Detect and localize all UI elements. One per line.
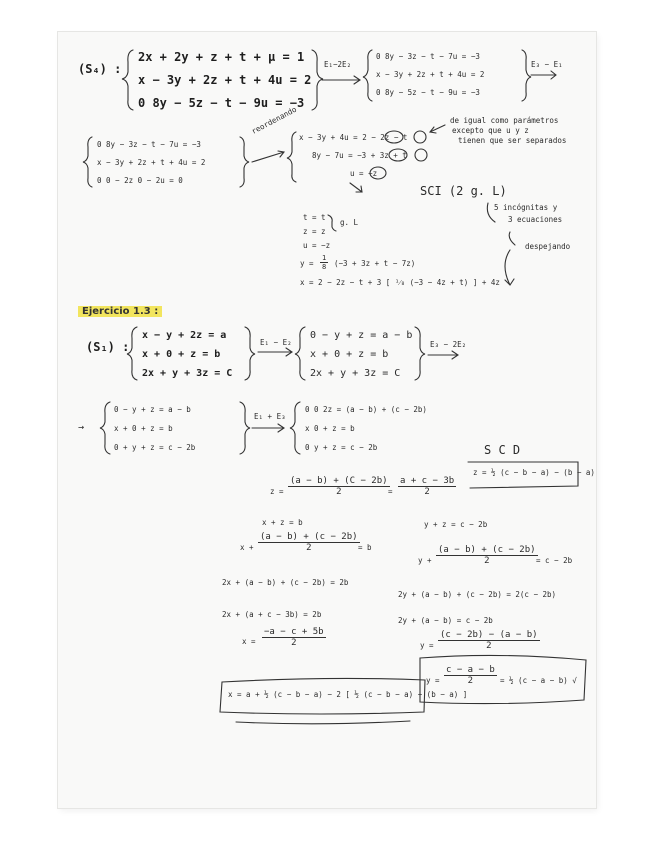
ex-eq1: x − y + 2z = a: [142, 330, 227, 341]
x-subst-num: (a − b) + (c − 2b): [260, 532, 358, 542]
y-subst-left: y +: [418, 556, 432, 565]
ex-arrow: →: [78, 422, 85, 433]
y-subst-frac: [436, 545, 538, 566]
s4b-op: reordenando: [250, 104, 299, 136]
param-z: z = z: [303, 227, 326, 236]
z-den1: 2: [336, 487, 342, 497]
y-subst-num: (a − b) + (c − 2b): [438, 545, 536, 555]
x-expr: x = 2 − 2z − t + 3 [ ¹⁄₈ (−3 − 4z + t) ] + 4z: [300, 278, 500, 287]
x-subst-den: 2: [306, 543, 312, 553]
ex-u3: 0 y + z = c − 2b: [305, 443, 378, 452]
ex-op3: E₁ + E₃: [254, 412, 286, 421]
x-final-den: 2: [291, 638, 297, 648]
s4b-r3: 0 0 − 2z 0 − 2u = 0: [97, 176, 183, 185]
z-eq-left: z =: [270, 487, 284, 496]
s4b-s1: x − 3y + 4u = 2 − 2z − t: [299, 133, 408, 142]
s4-eq3: 0 8y − 5z − t − 9u = −3: [138, 96, 305, 110]
ex-eq2: x + 0 + z = b: [142, 349, 221, 360]
s4b-s3: u = −z: [350, 169, 378, 178]
ex-sys-label: (S₁) :: [86, 340, 130, 354]
z-boxed: z = ½ (c − b − a) − (b − a): [473, 468, 595, 477]
y-expr-pre: y =: [300, 259, 314, 268]
inc-line2: 3 ecuaciones: [508, 215, 563, 224]
s4-op1: E₁−2E₂: [324, 60, 352, 69]
z-eq-mid: =: [388, 487, 393, 496]
y-expr-num: 1: [322, 254, 327, 262]
note-line3: tienen que ser separados: [458, 136, 567, 145]
y-step3: 2y + (a − b) = c − 2b: [398, 616, 493, 625]
y-step4-den: 2: [486, 641, 492, 651]
x-z-eq: x + z = b: [262, 518, 303, 527]
z-num1: (a − b) + (C − 2b): [290, 476, 388, 486]
z-num2: a + c − 3b: [400, 476, 455, 486]
x-boxed: x = a + ½ (c − b − a) − 2 [ ½ (c − b − a) − (b − a) ]: [228, 690, 468, 699]
x-subst-frac: [258, 532, 360, 553]
ex-r3: 2x + y + 3z = C: [310, 368, 401, 379]
y-subst-right: = c − 2b: [536, 556, 573, 565]
y-z-eq: y + z = c − 2b: [424, 520, 488, 529]
z-frac1: [288, 476, 390, 497]
x-final-num: −a − c + 5b: [264, 627, 324, 637]
y-box-den: 2: [467, 676, 474, 686]
s4-eq1: 2x + 2y + z + t + μ = 1: [138, 50, 305, 64]
x-subst-left: x +: [240, 543, 254, 552]
note-line1: de igual como parámetros: [450, 116, 559, 125]
ex-r1: 0 − y + z = a − b: [310, 330, 413, 341]
z-frac2: [398, 476, 456, 497]
x-step2: 2x + (a − b) + (c − 2b) = 2b: [222, 578, 349, 587]
scd-label: S C D: [484, 443, 521, 457]
y-step4-left: y =: [420, 641, 434, 650]
s4-r2: x − 3y + 2z + t + 4u = 2: [376, 70, 485, 79]
sci-label: SCI (2 g. L): [420, 184, 507, 198]
x-final-frac: [262, 627, 326, 648]
s4b-r1: 0 8y − 3z − t − 7u = −3: [97, 140, 201, 149]
y-box-left: y =: [426, 676, 440, 685]
note-line2: excepto que u y z: [452, 126, 529, 135]
x-final-left: x =: [242, 637, 256, 646]
y-expr-frac: [320, 254, 328, 271]
y-expr-den: 8: [322, 263, 327, 271]
y-subst-den: 2: [484, 556, 490, 566]
ex-u2: x 0 + z = b: [305, 424, 355, 433]
ex-t3: 0 + y + z = c − 2b: [114, 443, 196, 452]
ex-op1: E₁ − E₂: [260, 338, 292, 347]
z-den2: 2: [424, 487, 430, 497]
ex-t2: x + 0 + z = b: [114, 424, 173, 433]
exercise-title: Ejercicio 1.3 :: [78, 306, 162, 317]
param-t: t = t: [303, 213, 326, 222]
y-step4-num: (c − 2b) − (a − b): [440, 630, 538, 640]
despejando-label: despejando: [525, 242, 571, 251]
s4-r1: 0 8y − 3z − t − 7u = −3: [376, 52, 480, 61]
s4b-s2: 8y − 7u = −3 + 3z + t: [312, 151, 407, 160]
x-step3: 2x + (a + c − 3b) = 2b: [222, 610, 322, 619]
s4-op2: E₃ − E₁: [531, 60, 563, 69]
y-box-num: c − a − b: [446, 665, 495, 675]
inc-line1: 5 incógnitas y: [494, 203, 558, 212]
y-step4-frac: [438, 630, 540, 651]
y-box-frac: [444, 665, 497, 686]
ex-r2: x + 0 + z = b: [310, 349, 389, 360]
param-gl: g. L: [340, 218, 359, 227]
y-box-right: = ½ (c − a − b) √: [500, 676, 577, 685]
s4-r3: 0 8y − 5z − t − 9u = −3: [376, 88, 480, 97]
x-subst-right: = b: [358, 543, 372, 552]
s4-label: (S₄) :: [78, 62, 122, 76]
s4b-r2: x − 3y + 2z + t + 4u = 2: [97, 158, 206, 167]
s4-eq2: x − 3y + 2z + t + 4u = 2: [138, 73, 312, 87]
param-u: u = −z: [303, 241, 331, 250]
y-expr-post: (−3 + 3z + t − 7z): [334, 259, 416, 268]
ex-op2: E₃ − 2E₂: [430, 340, 467, 349]
ex-eq3: 2x + y + 3z = C: [142, 368, 233, 379]
y-step2: 2y + (a − b) + (c − 2b) = 2(c − 2b): [398, 590, 557, 599]
ex-u1: 0 0 2z = (a − b) + (c − 2b): [305, 405, 427, 414]
ex-t1: 0 − y + z = a − b: [114, 405, 191, 414]
